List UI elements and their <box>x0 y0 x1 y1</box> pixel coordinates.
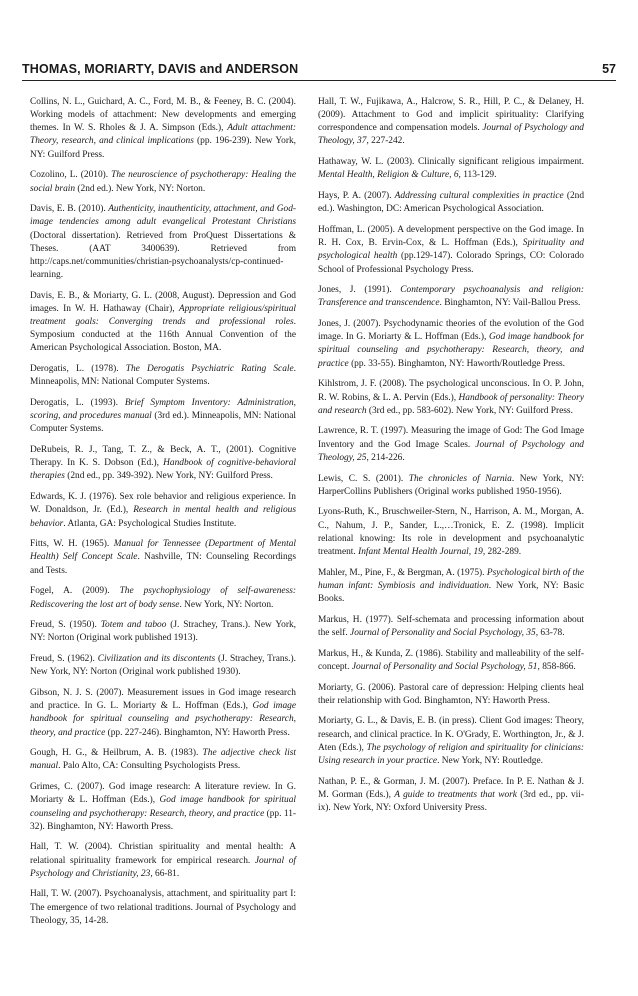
reference-entry <box>30 653 296 679</box>
reference-text: Hays, P. A. (2007). <box>318 191 395 202</box>
reference-title: Civilization and its discontents <box>97 654 216 665</box>
reference-text: Hall, T. W., Fujikawa, A., Halcrow, S. R., Hill, P. C., & Delaney, H. (2009). Attachment to God and implicit spirituality: Clarifying correspondence and compensation models. <box>318 97 584 134</box>
reference-text-tail: (2nd ed., pp. 349-392). New York, NY: Guilford Press. <box>64 471 273 482</box>
reference-text: Edwards, K. J. (1976). Sex role behavior and religious experience. In W. Donaldson, Jr. (Ed.), <box>30 492 296 516</box>
reference-text-tail: . New York, NY: HarperCollins Publishers (Original works published 1950-1956). <box>318 473 584 497</box>
reference-entry <box>30 397 296 436</box>
reference-text: Lawrence, R. T. (1997). Measuring the image of God: The God Image Inventory and the God Image Scales. <box>318 426 584 450</box>
reference-title: Psychological birth of the human infant: Symbiosis and individuation <box>318 567 584 591</box>
reference-title: Manual for Tennessee (Department of Mental Health) Self Concept Scale <box>30 539 296 563</box>
reference-title: The psychophysiology of self-awareness: Rediscovering the lost art of body sense <box>30 586 296 610</box>
reference-text-tail: . Palo Alto, CA: Consulting Psychologists Press. <box>58 761 241 772</box>
reference-text: Gough, H. G., & Heilbrum, A. B. (1983). <box>30 748 203 759</box>
reference-text-tail: (3rd ed.). Minneapolis, MN: National Computer Systems. <box>30 411 296 435</box>
reference-title: Infant Mental Health Journal, 19 <box>358 546 483 557</box>
reference-title: The chronicles of Narnia <box>408 473 512 484</box>
reference-entry <box>30 747 296 773</box>
reference-title: A guide to treatments that work <box>394 789 517 800</box>
reference-entry <box>30 841 296 880</box>
reference-text: Markus, H., & Kunda, Z. (1986). Stability and malleability of the self-concept. <box>318 648 584 672</box>
reference-text: Moriarty, G. L., & Davis, E. B. (in press). Client God images: Theory, research, and clinical practice. In K. O'Grady, E. Worthington, Jr., & J. Aten (Eds.), <box>318 716 584 753</box>
reference-title: God image handbook for spiritual counseling and psychotherapy: Research, theory, and practice <box>30 795 297 819</box>
reference-text: Hall, T. W. (2007). Psychoanalysis, attachment, and spirituality part I: The emergence of two relational traditions. Journal of Psychology and Theology, 35, 14-28. <box>30 889 296 926</box>
reference-text-tail: (pp. 196-239). New York, NY: Guilford Press. <box>30 136 296 160</box>
reference-entry <box>318 567 584 606</box>
reference-text-tail: (pp. 227-246). Binghamton, NY: Haworth Press. <box>105 727 290 738</box>
reference-text-tail: , 282-289. <box>482 546 522 557</box>
reference-entry <box>318 190 584 216</box>
reference-text-tail: . New York, NY: Routledge. <box>437 755 543 766</box>
reference-text: Moriarty, G. (2006). Pastoral care of depression: Helping clients heal their relationship with God. Binghamton, NY: Haworth Press. <box>318 682 584 706</box>
reference-title: Adult attachment: Theory, research, and clinical implications <box>30 123 296 147</box>
reference-text-tail: (Doctoral dissertation). Retrieved from ProQuest Dissertations & Theses. (AAT 3400639). Retrieved from http://caps.net/communities/christian-psychoanalysts/cp-continued-learning. <box>30 230 296 281</box>
reference-title: Journal of Psychology and Theology, 25 <box>318 439 584 463</box>
references-left-column <box>30 96 296 936</box>
reference-title: Handbook of cognitive-behavioral therapies <box>30 458 296 482</box>
reference-text: Collins, N. L., Guichard, A. C., Ford, M. B., & Feeney, B. C. (2004). Working models of attachment: New developments and emerging themes. In W. S. Rholes & J. A. Simpson (Eds.), <box>30 97 296 134</box>
reference-entry <box>30 363 296 389</box>
reference-text: Nathan, P. E., & Gorman, J. M. (2007). Preface. In P. E. Nathan & J. M. Gorman (Eds.), <box>318 776 584 800</box>
reference-entry <box>318 284 584 310</box>
reference-text-tail: , 214-226. <box>366 452 405 463</box>
reference-text: Fitts, W. H. (1965). <box>30 539 114 550</box>
reference-entry <box>318 776 584 815</box>
references-right-column <box>318 96 584 823</box>
reference-entry <box>30 781 296 834</box>
reference-title: Spirituality and psychological health <box>318 238 584 262</box>
reference-text: Jones, J. (1991). <box>318 285 401 296</box>
page-header <box>22 62 616 78</box>
page-number: 57 <box>602 62 616 76</box>
reference-text-tail: (2nd ed.). Washington, DC: American Psychological Association. <box>318 191 585 215</box>
reference-title: Journal of Psychology and Theology, 37 <box>318 123 584 147</box>
reference-title: The adjective check list manual <box>30 748 296 772</box>
reference-text: Grimes, C. (2007). God image research: A literature review. In G. Moriarty & L. Hoffman (Eds.), <box>30 782 296 806</box>
reference-text-tail: , 858-866. <box>537 661 576 672</box>
reference-text: DeRubeis, R. J., Tang, T. Z., & Beck, A. T., (2001). Cognitive Therapy. In K. S. Dobson (Ed.), <box>30 445 296 469</box>
reference-text-tail: , 113-129. <box>458 170 497 181</box>
reference-entry <box>30 619 296 645</box>
reference-entry <box>30 444 296 483</box>
reference-entry <box>318 378 584 417</box>
reference-text-tail: (pp. 11-32). Binghamton, NY: Haworth Press. <box>30 808 296 832</box>
reference-text: Mahler, M., Pine, F., & Bergman, A. (1975). <box>318 567 487 578</box>
reference-entry <box>30 203 296 282</box>
reference-text-tail: . Binghamton, NY: Vail-Ballou Press. <box>439 298 581 309</box>
reference-text: Fogel, A. (2009). <box>30 586 120 597</box>
reference-text: Davis, E. B. (2010). <box>30 204 109 215</box>
reference-entry <box>30 96 296 162</box>
reference-text-tail: . Nashville, TN: Counseling Recordings and Tests. <box>30 552 296 576</box>
reference-text: Cozolino, L. (2010). <box>30 170 112 181</box>
reference-text-tail: (pp.129-147). Colorado Springs, CO: Colorado School of Professional Psychology Press. <box>318 251 584 275</box>
reference-title: Brief Symptom Inventory: Administration, scoring, and procedures manual <box>30 398 296 422</box>
reference-text-tail: , 63-78. <box>535 627 565 638</box>
reference-text: Lewis, C. S. (2001). <box>318 473 409 484</box>
reference-text: Derogatis, L. (1978). <box>30 364 126 375</box>
reference-entry <box>30 169 296 195</box>
reference-entry <box>318 425 584 464</box>
reference-text-tail: (J. Strachey, Trans.). New York, NY: Norton (Original work published 1930). <box>30 654 296 678</box>
reference-title: Mental Health, Religion & Culture, 6 <box>318 170 459 181</box>
reference-entry <box>30 491 296 530</box>
reference-entry <box>318 506 584 559</box>
reference-text-tail: , 66-81. <box>150 868 180 879</box>
reference-title: Journal of Personality and Social Psychology, 35 <box>350 627 536 638</box>
reference-text-tail: . Symposium conducted at the 116th Annual Convention of the American Psychological Association. Boston, MA. <box>30 317 296 354</box>
reference-text: Derogatis, L. (1993). <box>30 398 125 409</box>
reference-title: Contemporary psychoanalysis and religion: Transference and transcendence <box>318 285 584 309</box>
reference-title: Appropriate religious/spiritual treatment goals: Converging trends and professional roles <box>30 303 296 328</box>
reference-title: God image handbook for spiritual counseling and psychotherapy: Research, theory, and practice <box>318 332 584 369</box>
reference-text-tail: (pp. 33-55). Binghamton, NY: Haworth/Routledge Press. <box>348 358 566 369</box>
reference-title: Handbook of personality: Theory and research <box>318 392 584 416</box>
reference-text-tail: . Atlanta, GA: Psychological Studies Institute. <box>63 518 237 529</box>
reference-text-tail: (3rd ed., pp. vii-ix). New York, NY: Oxford University Press. <box>318 789 584 813</box>
reference-text: Hall, T. W. (2004). Christian spirituality and mental health: A relational spirituality framework for empirical research. <box>30 842 296 866</box>
reference-title: Addressing cultural complexities in practice <box>394 191 564 202</box>
reference-entry <box>318 318 584 371</box>
reference-entry <box>318 614 584 640</box>
reference-entry <box>318 648 584 674</box>
reference-entry <box>318 473 584 499</box>
reference-entry <box>30 687 296 740</box>
reference-entry <box>30 585 296 611</box>
reference-entry <box>318 156 584 182</box>
reference-text: Hathaway, W. L. (2003). Clinically significant religious impairment. <box>318 157 584 168</box>
reference-text: Lyons-Ruth, K., Bruschweiler-Stern, N., Harrison, A. M., Morgan, A. C., Nahum, J. P., Sander, L.,…Tronick, E. Z. (1998). Implicit relational knowing: Its role in development and psychoanalytic treatment. <box>318 507 584 557</box>
reference-entry <box>318 715 584 768</box>
reference-text-tail: . New York, NY: Norton. <box>179 599 274 610</box>
reference-title: Authenticity, inauthenticity, attachment, and God-image tendencies among adult evangelical Protestant Christians <box>30 204 296 228</box>
reference-title: The psychology of religion and spirituality for clinicians: Using research in your practice <box>318 742 584 766</box>
reference-title: God image handbook for spiritual counseling and psychotherapy: Research, theory, and practice <box>30 701 296 738</box>
reference-text-tail: . New York, NY: Basic Books. <box>318 580 584 604</box>
reference-entry <box>30 888 296 927</box>
reference-text: Freud, S. (1950). <box>30 620 101 631</box>
reference-title: Journal of Psychology and Christianity, 23 <box>30 855 296 879</box>
reference-text: Jones, J. (2007). Psychodynamic theories of the evolution of the God image. In G. Moriarty & L. Hoffman (Eds.), <box>318 319 584 343</box>
reference-text: Markus, H. (1977). Self-schemata and processing information about the self. <box>318 614 584 638</box>
reference-entry <box>318 682 584 708</box>
reference-title: Research in mental health and religious behavior <box>30 505 296 529</box>
header-rule <box>22 80 616 81</box>
reference-entry <box>318 224 584 277</box>
reference-text-tail: (J. Strachey, Trans.). New York, NY: Norton (Original work published 1913). <box>30 620 296 644</box>
reference-text-tail: . Minneapolis, MN: National Computer Systems. <box>30 364 296 388</box>
reference-text-tail: (2nd ed.). New York, NY: Norton. <box>75 183 206 194</box>
reference-text-tail: , 227-242. <box>366 136 405 147</box>
reference-entry <box>318 96 584 149</box>
reference-text: Gibson, N. J. S. (2007). Measurement issues in God image research and practice. In G. L. Moriarty & L. Hoffman (Eds.), <box>30 688 296 712</box>
reference-text: Kihlstrom, J. F. (2008). The psychological unconscious. In O. P. John, R. W. Robins, & L. A. Pervin (Eds.), <box>318 379 584 403</box>
reference-text: Freud, S. (1962). <box>30 654 98 665</box>
reference-entry <box>30 290 296 356</box>
reference-text-tail: (3rd ed., pp. 583-602). New York, NY: Guilford Press. <box>366 405 573 416</box>
reference-text: Davis, E. B., & Moriarty, G. L. (2008, August). Depression and God images. In W. H. Hathaway (Chair), <box>30 290 296 314</box>
running-head: THOMAS, MORIARTY, DAVIS and ANDERSON <box>22 62 299 76</box>
reference-entry <box>30 538 296 577</box>
reference-title: Journal of Personality and Social Psychology, 51 <box>351 661 538 672</box>
reference-title: The Derogatis Psychiatric Rating Scale <box>125 364 294 375</box>
reference-title: Totem and taboo <box>100 620 167 631</box>
reference-text: Hoffman, L. (2005). A development perspective on the God image. In R. H. Cox, B. Ervin-Cox, & L. Hoffman (Eds.), <box>318 225 584 249</box>
reference-title: The neuroscience of psychotherapy: Healing the social brain <box>30 170 296 194</box>
